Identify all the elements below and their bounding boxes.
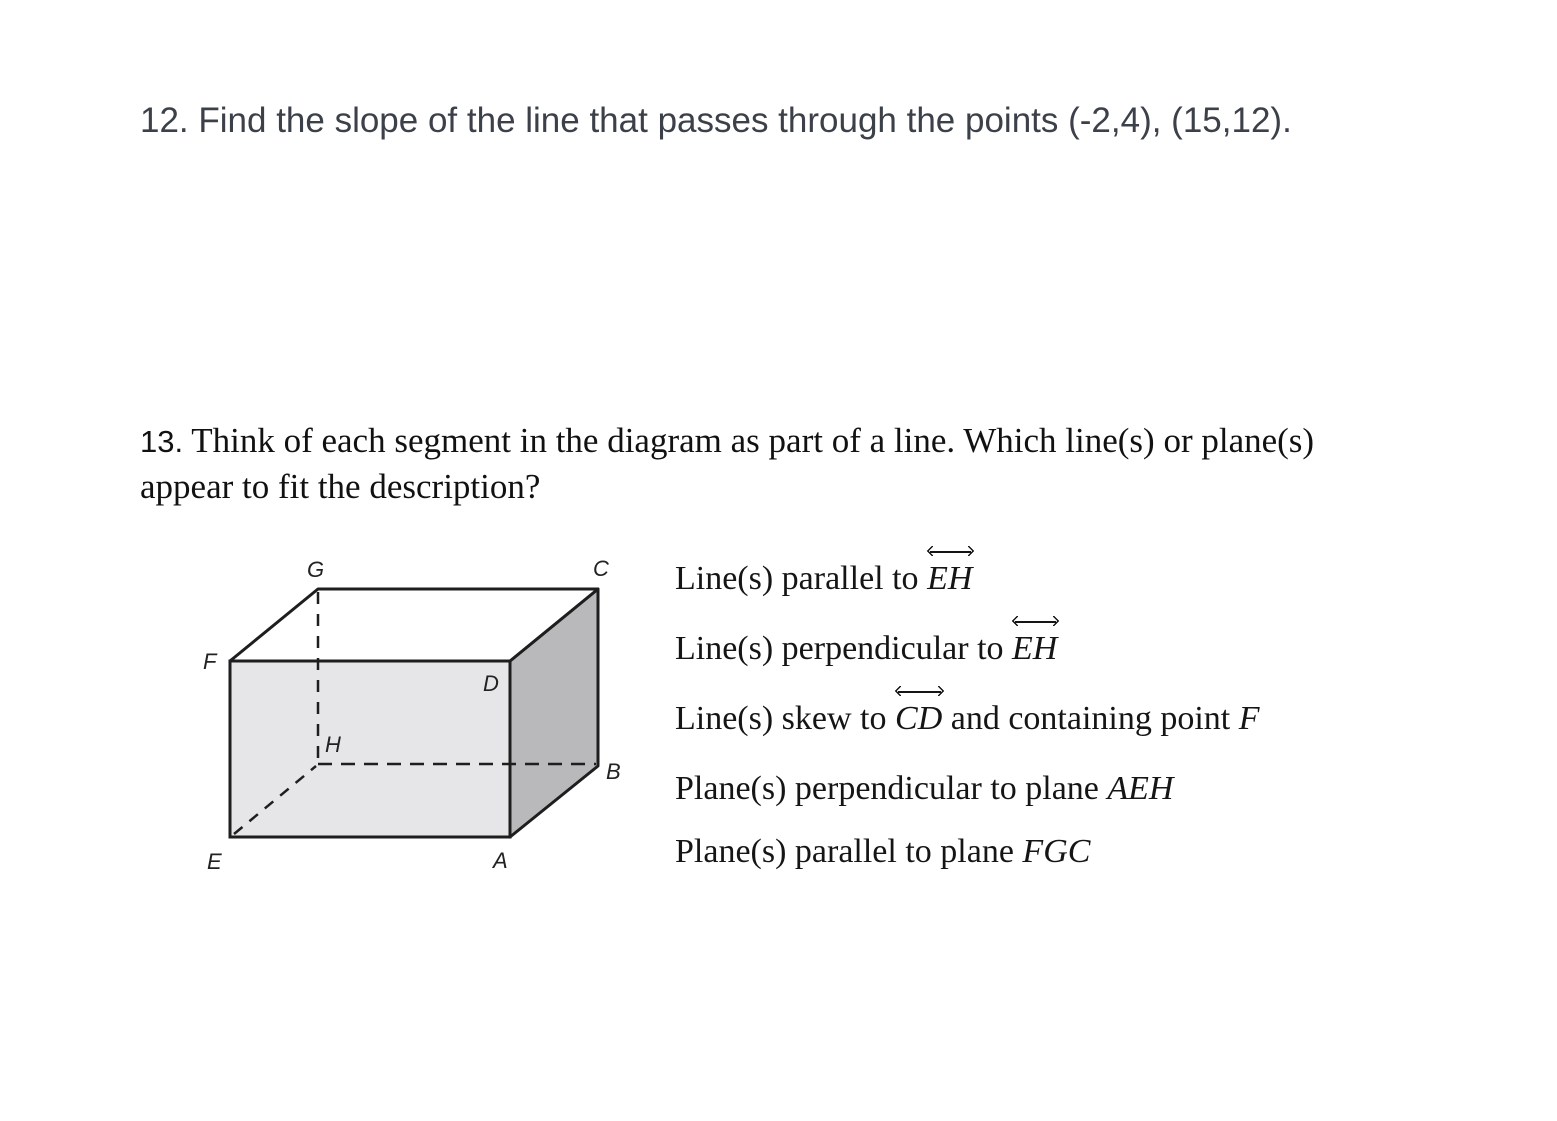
rectangular-prism-diagram xyxy=(190,548,640,888)
point-f: F xyxy=(1238,700,1260,737)
description-skew-line xyxy=(675,700,1260,738)
plane-fgc: FGC xyxy=(1022,833,1091,870)
question-13-prompt: Think of each segment in the diagram as part of a line. Which line(s) or plane(s) appear to fit the description? xyxy=(140,421,1315,506)
description-parallel-plane xyxy=(675,833,1090,871)
plane-aeh: AEH xyxy=(1107,770,1174,807)
line-eh-notation: EH xyxy=(1012,630,1058,667)
description-perpendicular-plane xyxy=(675,770,1173,808)
vertex-label-a: A xyxy=(493,848,508,873)
vertex-label-d: D xyxy=(483,671,499,696)
description-parallel-line xyxy=(675,560,972,598)
vertex-label-f: F xyxy=(203,649,217,674)
description-text: Line(s) skew to xyxy=(675,700,896,737)
description-perpendicular-line xyxy=(675,630,1057,668)
description-text: Line(s) parallel to xyxy=(675,560,928,597)
question-13-number: 13. xyxy=(140,424,184,459)
front-face xyxy=(230,661,510,837)
description-text: and containing point xyxy=(942,700,1239,737)
description-text: Line(s) perpendicular to xyxy=(675,630,1013,667)
line-eh-notation: EH xyxy=(927,560,973,597)
line-cd-notation: CD xyxy=(895,700,943,737)
vertex-label-e: E xyxy=(207,849,222,874)
vertex-label-b: B xyxy=(606,759,621,784)
description-text: Plane(s) perpendicular to plane xyxy=(675,770,1108,807)
question-13-text xyxy=(140,418,1340,509)
vertex-label-g: G xyxy=(307,557,325,582)
description-text: Plane(s) parallel to plane xyxy=(675,833,1023,870)
vertex-label-c: C xyxy=(593,556,609,581)
question-12-text: 12. Find the slope of the line that passes through the points (-2,4), (15,12). xyxy=(140,101,1292,140)
vertex-label-h: H xyxy=(325,732,341,757)
